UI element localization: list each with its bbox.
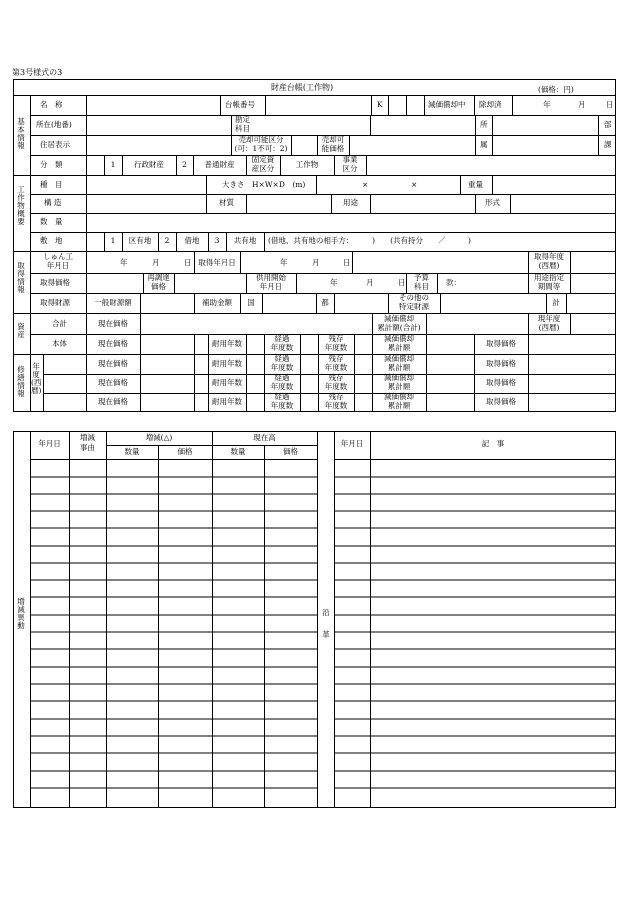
- form-label: 形式: [485, 198, 500, 207]
- general-fund-label: 一般財源額: [94, 298, 132, 307]
- repair1-dep-label-1: 減価償却: [384, 354, 414, 363]
- removed-day: 日: [606, 100, 614, 109]
- removed-label: 除却済: [479, 100, 502, 109]
- price-unit-note: (価格：円): [538, 85, 574, 94]
- completion-year: 年: [120, 258, 128, 267]
- acq-fiscal-year-label-1: 取得年度: [534, 252, 564, 261]
- category-label: 分 類: [40, 160, 63, 169]
- repair1-remain-label-1: 残存: [328, 354, 344, 363]
- repair-year-label: 年度(西暦): [31, 362, 42, 395]
- repair2-dep-label-2: 累計額: [387, 382, 411, 391]
- current-fy-label-2: (西暦): [538, 323, 560, 332]
- sale-div-label-1: 売却可能区分: [238, 135, 284, 144]
- repair2-dep-label-1: 減価償却: [384, 373, 414, 382]
- acq-year: 年: [280, 258, 288, 267]
- delta-price-header: 価格: [177, 447, 193, 456]
- weight-label: 重量: [468, 180, 483, 189]
- repair3-elapsed-label-1: 経過: [274, 392, 290, 401]
- site-label: 敷 地: [40, 236, 63, 245]
- dept-label-1: 所: [480, 120, 488, 129]
- repair3-current-price-label: 現在価格: [98, 397, 128, 406]
- structure-label: 構 造: [44, 198, 62, 207]
- repair2-current-price-label: 現在価格: [98, 378, 128, 387]
- budget-value: 款：: [446, 278, 461, 287]
- asset-sum-label: 合計: [52, 319, 67, 328]
- ward-land-label: 区有地: [128, 236, 152, 245]
- service-day: 日: [398, 278, 406, 287]
- changes-date-header: 年月日: [38, 439, 61, 448]
- repair-section-label: 修繕情報: [17, 365, 25, 398]
- leased-land-label: 借地: [184, 236, 200, 245]
- acquisition-section-label: 取得情報: [17, 261, 25, 294]
- size-label: 大きさ H×W×D (m): [222, 180, 306, 189]
- basic-section-label: 基本情報: [17, 117, 25, 150]
- completion-label-1: しゅん工: [43, 252, 73, 261]
- asset-section-label: 資産: [17, 322, 25, 339]
- category-2-no: 2: [182, 160, 187, 169]
- repair1-elapsed-label-1: 経過: [274, 354, 290, 363]
- completion-day: 日: [184, 258, 192, 267]
- structure-type-label: 工作物: [295, 160, 319, 169]
- sum-current-price-label: 現在価格: [98, 319, 128, 328]
- repair2-useful-life-label: 耐用年数: [212, 378, 242, 387]
- source-label: 取得財源: [40, 298, 70, 307]
- repair2-remain-label-2: 年度数: [324, 382, 348, 391]
- current-price-header: 価格: [283, 447, 298, 456]
- changes-reason-header-1: 増減: [80, 433, 95, 442]
- body-useful-life-label: 耐用年数: [212, 339, 242, 348]
- acq-date-label: 取得年月日: [198, 258, 236, 267]
- business-label-1: 事業: [342, 155, 358, 164]
- other-source-label-2: 特定財源: [399, 302, 429, 311]
- form-number: 第3号様式の3: [12, 68, 63, 77]
- repair1-elapsed-label-2: 年度数: [270, 363, 294, 372]
- fixed-asset-label-1: 固定資: [251, 155, 275, 164]
- repair3-dep-label-2: 累計額: [387, 401, 411, 410]
- repair1-useful-life-label: 耐用年数: [212, 359, 242, 368]
- completion-label-2: 年月日: [46, 261, 70, 270]
- site-1-no: 1: [110, 236, 116, 245]
- budget-label-2: 科目: [414, 282, 429, 291]
- site-2-no: 2: [164, 236, 170, 245]
- national-label: 国: [247, 298, 255, 307]
- body-current-price-label: 現在価格: [98, 339, 128, 348]
- changes-reason-header-2: 事由: [80, 443, 95, 452]
- repair3-acq-price-label: 取得価格: [486, 397, 516, 406]
- depreciating-label: 減価償却中: [428, 100, 466, 109]
- changes-current-header: 現在高: [253, 433, 276, 442]
- category-1-no: 1: [110, 160, 116, 169]
- repair3-remain-label-2: 年度数: [324, 401, 348, 410]
- body-elapsed-label-1: 経過: [274, 334, 290, 343]
- body-dep-label-2: 累計額: [387, 343, 411, 352]
- total-label: 計: [552, 298, 560, 307]
- changes-section-label: 増減異動: [17, 597, 25, 630]
- changes-delta-header: 増減(△): [145, 433, 173, 442]
- section-unit: 課: [604, 140, 612, 149]
- body-dep-label-1: 減価償却: [384, 334, 414, 343]
- address-label: 住居表示: [40, 140, 70, 149]
- name-label: 名 称: [40, 100, 63, 109]
- removed-year: 年: [543, 100, 551, 109]
- repair1-acq-price-label: 取得価格: [486, 359, 516, 368]
- sale-price-label-2: 能価格: [321, 144, 345, 153]
- purpose-label-1: 用途指定: [534, 273, 564, 282]
- body-elapsed-label-2: 年度数: [270, 343, 294, 352]
- acq-day: 日: [343, 258, 351, 267]
- repair1-remain-label-2: 年度数: [324, 363, 348, 372]
- general-property-label: 普通財産: [204, 160, 235, 169]
- acq-price-label: 取得価格: [40, 278, 70, 287]
- size-x-2: ×: [411, 180, 418, 189]
- current-qty-header: 数量: [230, 447, 246, 456]
- dept-unit: 部: [604, 120, 612, 129]
- repair2-acq-price-label: 取得価格: [486, 378, 516, 387]
- repair2-elapsed-label-2: 年度数: [270, 382, 294, 391]
- history-record-header: 記 事: [481, 439, 505, 448]
- body-remain-label-2: 年度数: [324, 343, 348, 352]
- quantity-label: 数 量: [40, 217, 63, 226]
- service-start-label-2: 年月日: [259, 282, 283, 291]
- history-date-header: 年月日: [340, 439, 364, 448]
- account-label-1: 勘定: [235, 115, 250, 124]
- completion-month: 月: [152, 258, 160, 267]
- dept-label-2: 属: [480, 140, 488, 149]
- shared-land-note: (借地、共有地の相手方： ) (共有持分 ／ ): [268, 236, 471, 245]
- history-section-label: 沿 革: [322, 608, 338, 639]
- site-3-no: 3: [214, 236, 220, 245]
- body-remain-label-1: 残存: [328, 334, 344, 343]
- budget-label-1: 予算: [414, 273, 429, 282]
- overview-section-label: 工作物概要: [17, 185, 25, 226]
- accum-total-label-1: 減価償却: [384, 314, 414, 323]
- location-label: 所在(地番): [36, 120, 72, 129]
- delta-qty-header: 数量: [124, 447, 140, 456]
- reprocure-label-2: 価格: [151, 282, 166, 291]
- usage-label: 用途: [343, 198, 358, 207]
- business-label-2: 区分: [342, 164, 358, 173]
- size-x-1: ×: [362, 180, 369, 189]
- other-source-label-1: その他の: [399, 293, 429, 302]
- ledger-no-label: 台帳番号: [225, 100, 255, 109]
- subsidy-label: 補助金額: [202, 298, 232, 307]
- repair3-elapsed-label-2: 年度数: [270, 401, 294, 410]
- acq-month: 月: [312, 258, 320, 267]
- fixed-asset-label-2: 産区分: [251, 164, 275, 173]
- accum-total-label-2: 累計額(合計): [377, 323, 421, 332]
- repair3-useful-life-label: 耐用年数: [212, 397, 242, 406]
- repair3-remain-label-1: 残存: [328, 392, 344, 401]
- repair2-elapsed-label-1: 経過: [274, 373, 290, 382]
- asset-body-label: 本体: [52, 339, 67, 348]
- kind-label: 種 目: [40, 180, 63, 189]
- material-label: 材質: [219, 198, 234, 207]
- sale-div-label-2: (可：1不可：2): [234, 144, 288, 153]
- repair1-dep-label-2: 累計額: [387, 363, 411, 372]
- service-year: 年: [330, 278, 338, 287]
- ledger-title: 財産台帳(工作物): [270, 83, 334, 92]
- metro-label: 都: [321, 298, 329, 307]
- admin-property-label: 行政財産: [134, 160, 164, 169]
- purpose-label-2: 期間等: [537, 282, 561, 291]
- reprocure-label-1: 再調達: [147, 273, 170, 282]
- k-label: K: [377, 100, 383, 109]
- body-acq-price-label: 取得価格: [486, 339, 516, 348]
- account-label-2: 科目: [235, 124, 250, 133]
- service-start-label-1: 供用開始: [256, 273, 286, 282]
- repair3-dep-label-1: 減価償却: [384, 392, 414, 401]
- shared-land-label: 共有地: [233, 236, 257, 245]
- repair2-remain-label-1: 残存: [328, 373, 344, 382]
- repair1-current-price-label: 現在価格: [98, 359, 128, 368]
- removed-month: 月: [578, 100, 586, 109]
- sale-price-label-1: 売却可: [321, 135, 345, 144]
- acq-fiscal-year-label-2: (西暦): [538, 261, 560, 270]
- current-fy-label-1: 現年度: [537, 314, 561, 323]
- service-month: 月: [366, 278, 374, 287]
